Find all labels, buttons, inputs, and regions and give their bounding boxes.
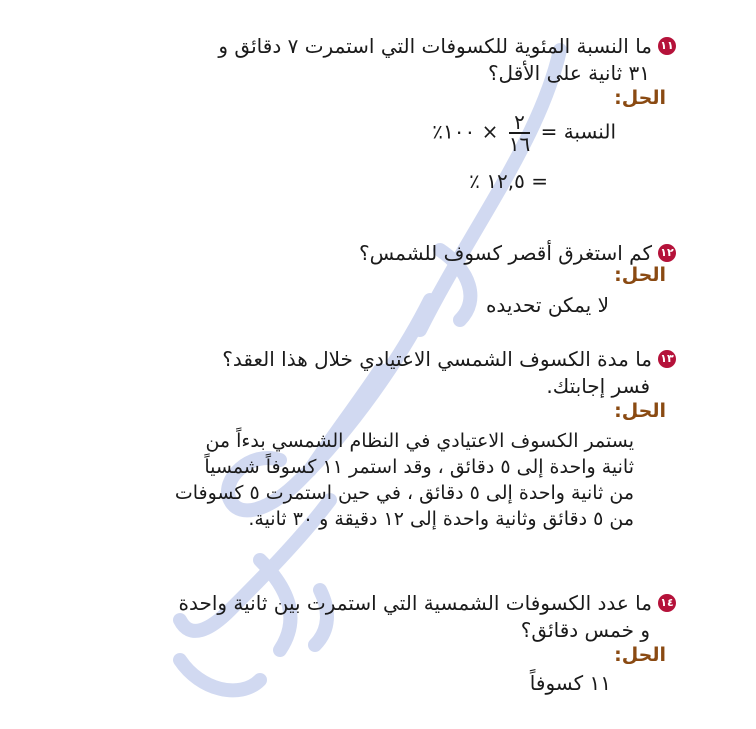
- question-text-line2: و خمس دقائق؟: [520, 618, 650, 642]
- question-text: كم استغرق أقصر كسوف للشمس؟: [359, 241, 652, 265]
- percentage-equation: [432, 112, 616, 154]
- question-11: [76, 33, 676, 87]
- solution-label: الحل:: [614, 644, 666, 666]
- equation-lhs: النسبة =: [540, 119, 616, 144]
- fraction-numerator: ٢: [509, 112, 530, 134]
- question-number-badge: ١٣: [658, 350, 676, 368]
- answer-line: يستمر الكسوف الاعتيادي في النظام الشمسي بدءاً من: [205, 430, 634, 452]
- answer-text: ١١ كسوفاً: [529, 671, 611, 695]
- percentage-result: = ١٢,٥ ٪: [469, 169, 548, 193]
- fraction: [509, 112, 530, 154]
- question-text: ما مدة الكسوف الشمسي الاعتيادي خلال هذا العقد؟: [222, 347, 652, 371]
- question-text: ما عدد الكسوفات الشمسية التي استمرت بين ثانية واحدة: [178, 591, 652, 615]
- question-number-badge: ١١: [658, 37, 676, 55]
- solution-label: الحل:: [614, 264, 666, 286]
- question-text: ما النسبة المئوية للكسوفات التي استمرت ٧ دقائق و: [218, 34, 652, 58]
- question-number-badge: ١٢: [658, 244, 676, 262]
- question-14: [36, 590, 676, 644]
- answer-line: من ثانية واحدة إلى ٥ دقائق ، في حين استمرت ٥ كسوفات: [174, 482, 634, 504]
- answer-line: ثانية واحدة إلى ٥ دقائق ، وقد استمر ١١ كسوفاً شمسياً: [204, 456, 634, 478]
- equation-rhs: × ١٠٠٪: [432, 119, 499, 144]
- solution-label: الحل:: [614, 400, 666, 422]
- question-text-line2: فسر إجابتك.: [546, 374, 650, 398]
- question-text-line2: ٣١ ثانية على الأقل؟: [487, 61, 650, 85]
- solution-label: الحل:: [614, 87, 666, 109]
- question-12: [76, 240, 676, 267]
- answer-line: من ٥ دقائق وثانية واحدة إلى ١٢ دقيقة و ٣٠ ثانية.: [248, 508, 634, 530]
- question-number-badge: ١٤: [658, 594, 676, 612]
- answer-paragraph: [54, 428, 634, 532]
- question-13: [76, 346, 676, 400]
- fraction-denominator: ١٦: [508, 132, 531, 156]
- answer-text: لا يمكن تحديده: [485, 293, 609, 317]
